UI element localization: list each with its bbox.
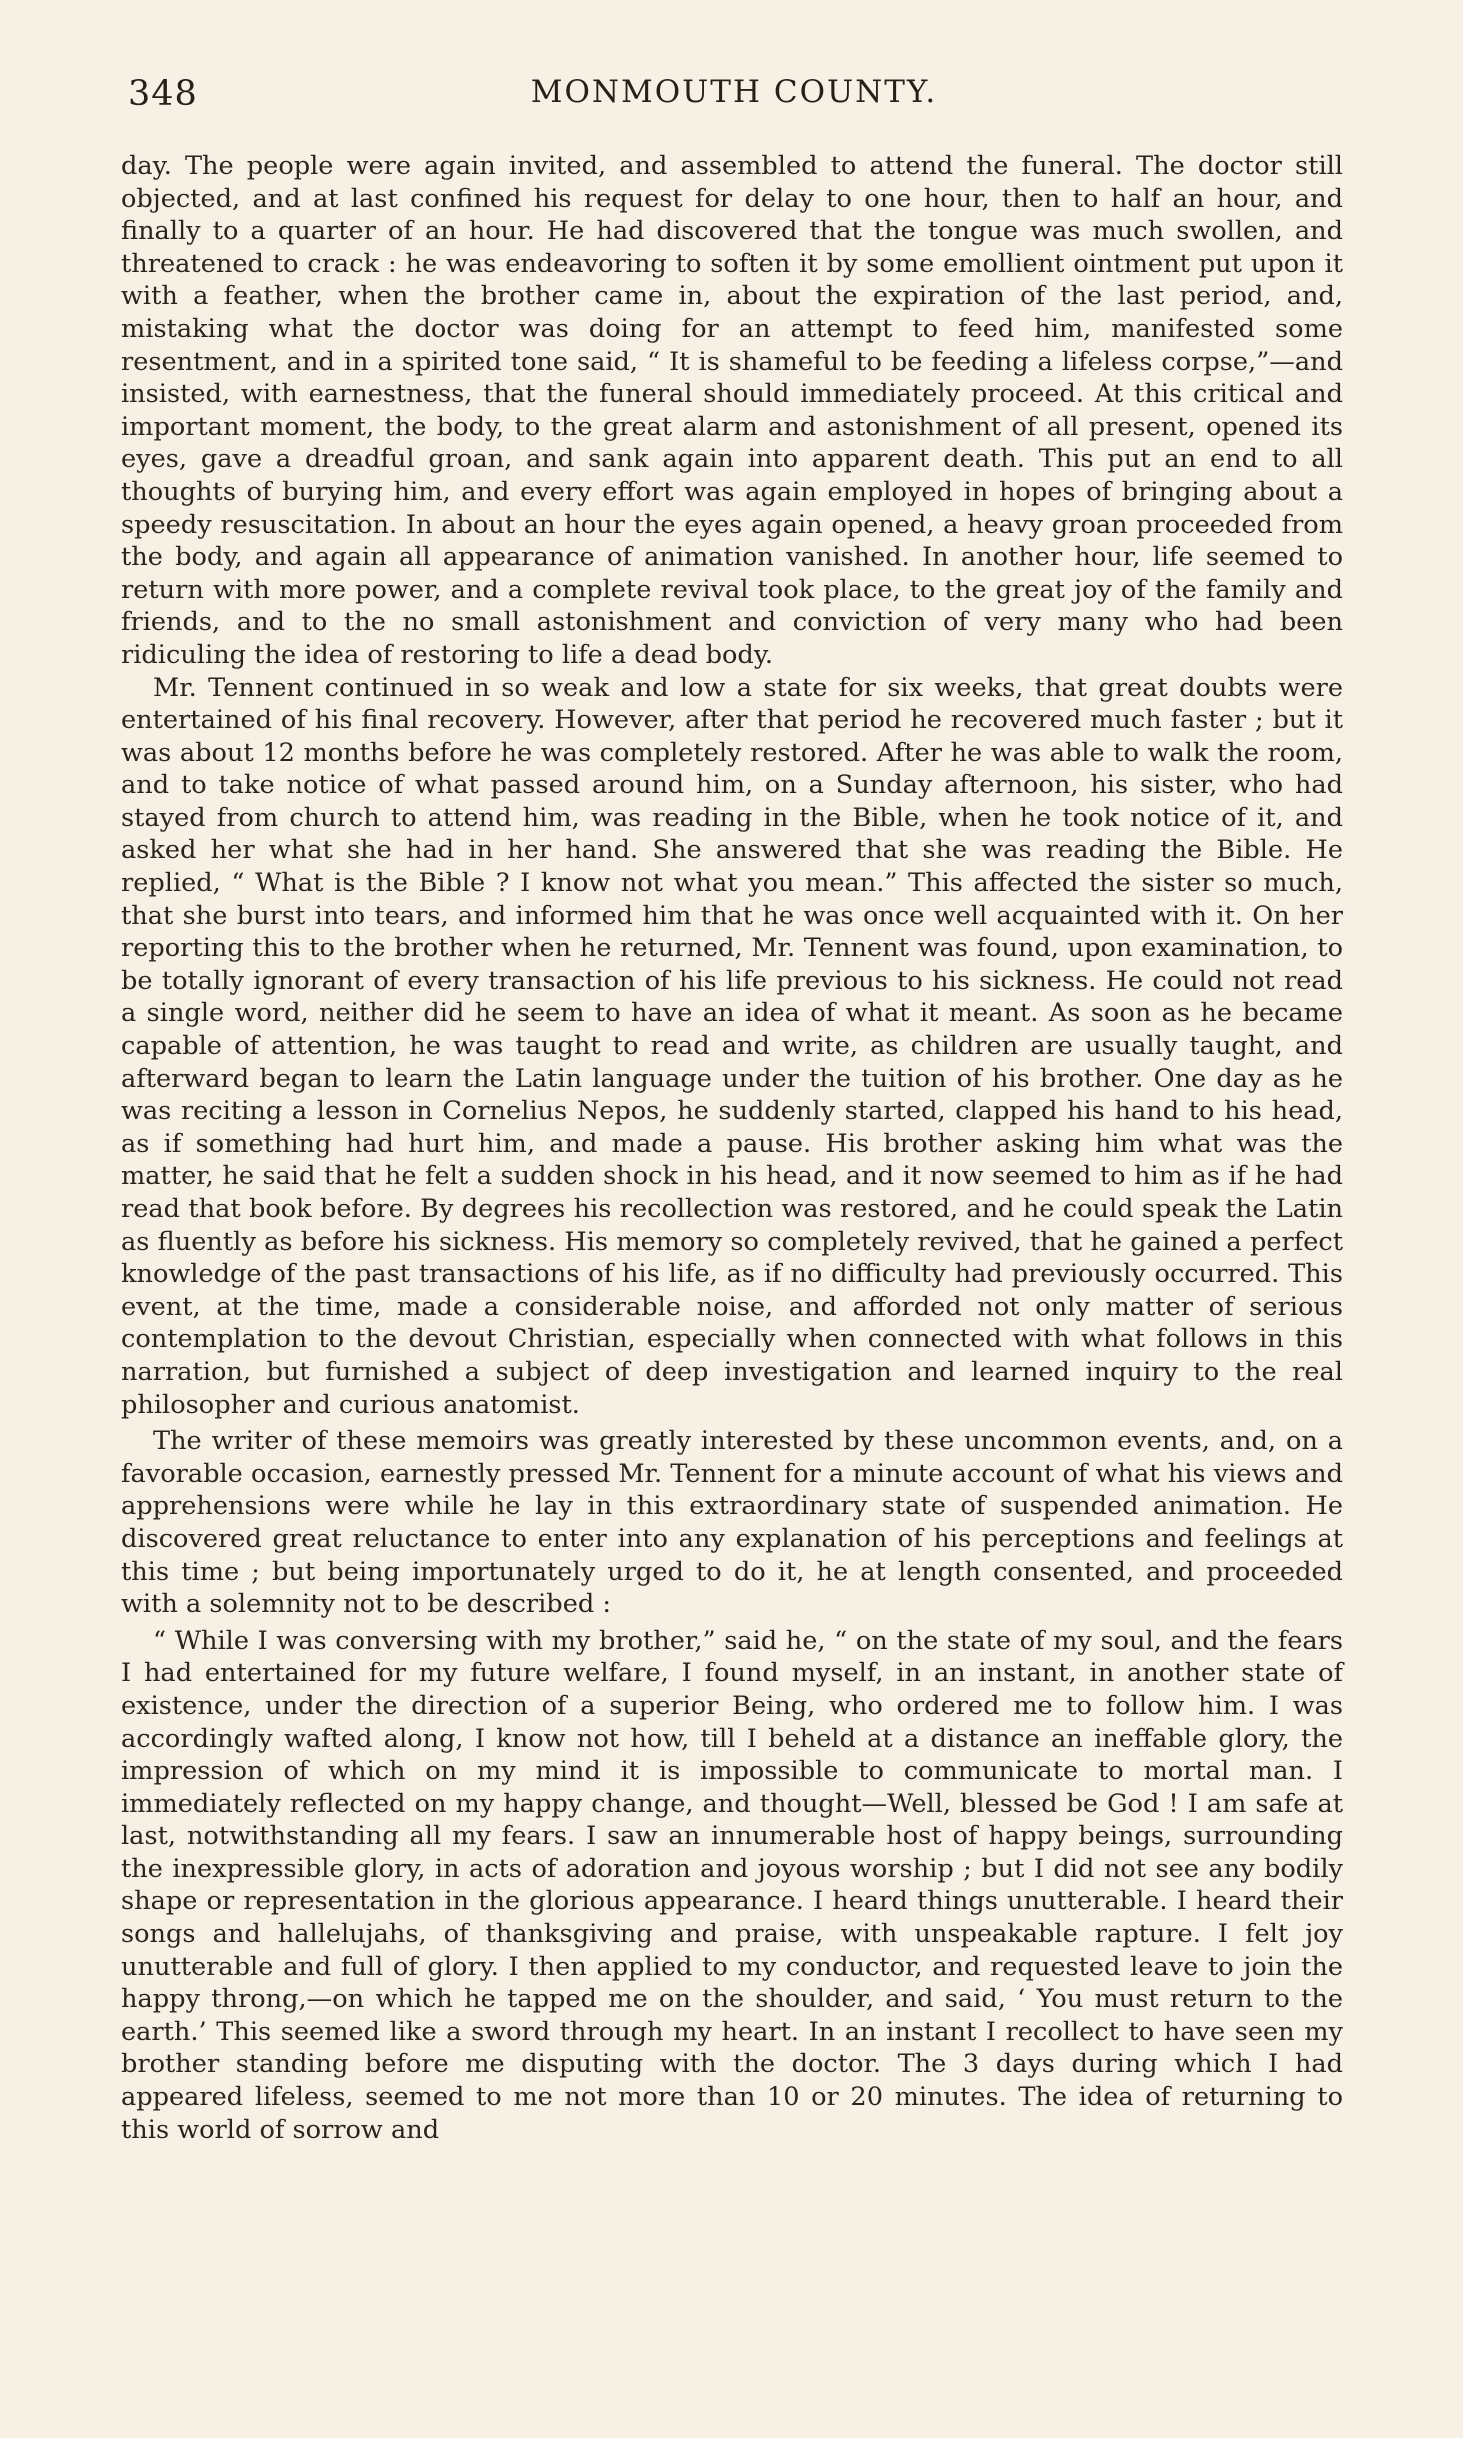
paragraph-writer-memoirs: The writer of these memoirs was greatly interested by these uncommon events, and, on a favorable occasion, earnestly pressed Mr. Tennent for a minute account of what his views and apprehensions were while he lay in this extraordinary state of suspended animation. He discovered great reluctance to enter into any explanation of his perceptions and feelings at this time ; but being importunately urged to do it, he at length consented, and proceeded with a solemnity not to be described : bbox=[121, 1426, 1343, 1620]
page-number: 348 bbox=[128, 74, 198, 114]
paragraph-tennent-recovery: Mr. Tennent continued in so weak and low a state for six weeks, that great doubts were entertained of his final recovery. However, after that period he recovered much faster ; but it was about 12 months before he was completely restored. After he was able to walk the room, and to take notice of what passed around him, on a Sunday afternoon, his sister, who had stayed from church to attend him, was reading in the Bible, when he took notice of it, and asked her what she had in her hand. She answered that she was reading the Bible. He replied, “ What is the Bible ? I know not what you mean.” This affected the sister so much, that she burst into tears, and informed him that he was once well acquainted with it. On her reporting this to the brother when he returned, Mr. Tennent was found, upon examination, to be totally ignorant of every transaction of his life previous to his sickness. He could not read a single word, neither did he seem to have an idea of what it meant. As soon as he became capable of attention, he was taught to read and write, as children are usually taught, and afterward began to learn the Latin language under the tuition of his brother. One day as he was reciting a lesson in Cornelius Nepos, he suddenly started, clapped his hand to his head, as if something had hurt him, and made a pause. His brother asking him what was the matter, he said that he felt a sudden shock in his head, and it now seemed to him as if he had read that book before. By degrees his recollection was restored, and he could speak the Latin as fluently as before his sickness. His memory so completely revived, that he gained a perfect knowledge of the past transactions of his life, as if no difficulty had previously occurred. This event, at the time, made a considerable noise, and afforded not only matter of serious contemplation to the devout Christian, especially when connected with what follows in this narration, but furnished a subject of deep investigation and learned inquiry to the real philosopher and curious anatomist. bbox=[121, 672, 1343, 1420]
paragraph-continuation: day. The people were again invited, and assembled to attend the funeral. The doctor still objected, and at last confined his request for delay to one hour, then to half an hour, and finally to a quarter of an hour. He had discovered that the tongue was much swollen, and threatened to crack : he was endeavoring to soften it by some emollient ointment put upon it with a feather, when the brother came in, about the expiration of the last period, and, mistaking what the doctor was doing for an attempt to feed him, manifested some resentment, and in a spirited tone said, “ It is shameful to be feeding a lifeless corpse,”—and insisted, with earnestness, that the funeral should immediately proceed. At this critical and important moment, the body, to the great alarm and astonishment of all present, opened its eyes, gave a dreadful groan, and sank again into apparent death. This put an end to all thoughts of burying him, and every effort was again employed in hopes of bringing about a speedy resuscitation. In about an hour the eyes again opened, a heavy groan proceeded from the body, and again all appearance of animation vanished. In another hour, life seemed to return with more power, and a complete revival took place, to the great joy of the family and friends, and to the no small astonishment and conviction of very many who had been ridiculing the idea of restoring to life a dead body. bbox=[121, 151, 1343, 670]
running-title: MONMOUTH COUNTY. bbox=[530, 74, 938, 110]
paragraph-tennent-account: “ While I was conversing with my brother,” said he, “ on the state of my soul, and the fears I had entertained for my future welfare, I found myself, in an instant, in another state of existence, under the direction of a superior Being, who ordered me to follow him. I was accordingly wafted along, I know not how, till I beheld at a distance an ineffable glory, the impression of which on my mind it is impossible to communicate to mortal man. I immediately reflected on my happy change, and thought—Well, blessed be God ! I am safe at last, notwithstanding all my fears. I saw an innumerable host of happy beings, surrounding the inexpressible glory, in acts of adoration and joyous worship ; but I did not see any bodily shape or representation in the glorious appearance. I heard things unutterable. I heard their songs and hallelujahs, of thanksgiving and praise, with unspeakable rapture. I felt joy unutterable and full of glory. I then applied to my conductor, and requested leave to join the happy throng,—on which he tapped me on the shoulder, and said, ‘ You must return to the earth.’ This seemed like a sword through my heart. In an instant I recollect to have seen my brother standing before me disputing with the doctor. The 3 days during which I had appeared lifeless, seemed to me not more than 10 or 20 minutes. The idea of returning to this world of sorrow and bbox=[121, 1625, 1343, 2145]
page-header bbox=[124, 68, 1344, 120]
body-text bbox=[121, 150, 1343, 2146]
